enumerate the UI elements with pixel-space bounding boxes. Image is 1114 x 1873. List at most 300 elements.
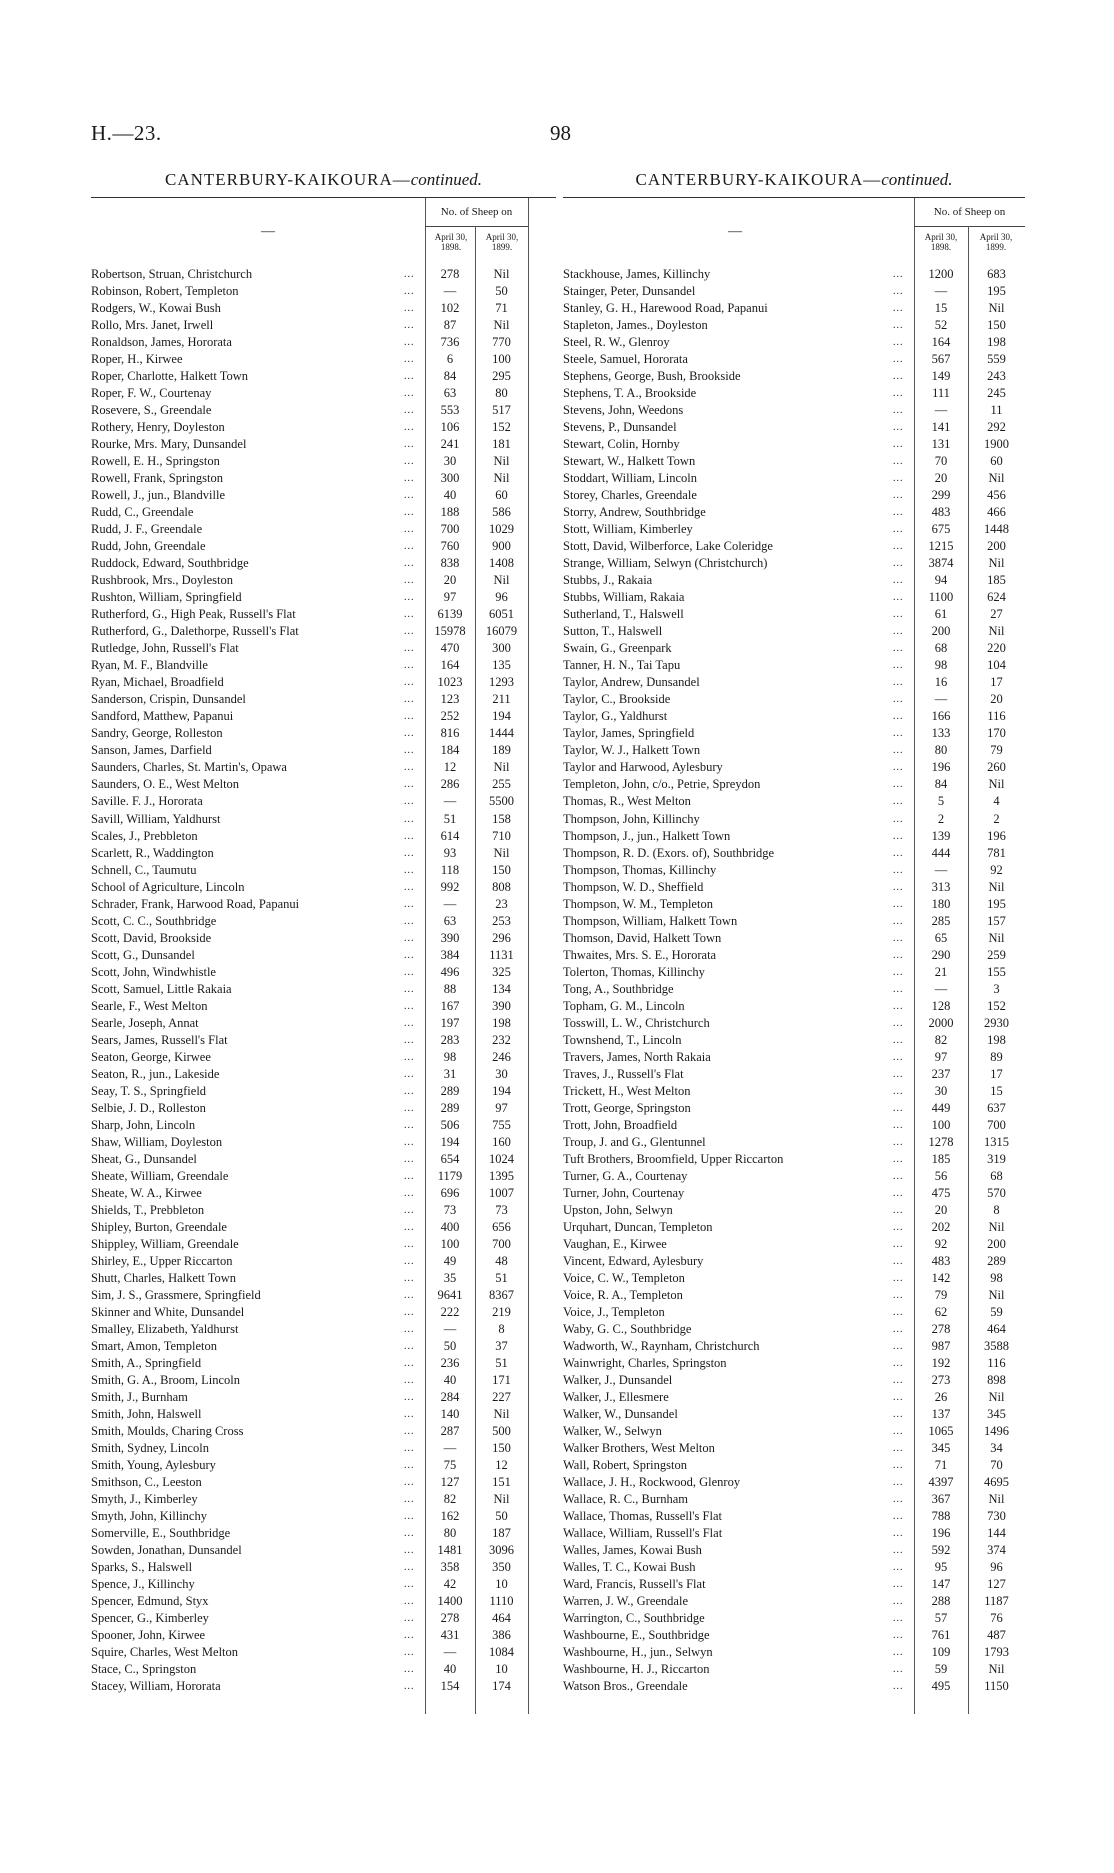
owner-name: Rudd, John, Greendale bbox=[91, 539, 206, 554]
leader-dots: ... bbox=[893, 1068, 904, 1080]
sheep-1898-cell: 20 bbox=[934, 471, 948, 486]
sheep-1899-cell: 1293 bbox=[489, 675, 514, 690]
leader-dots: ... bbox=[893, 813, 904, 825]
sheep-1898-cell: 838 bbox=[440, 556, 460, 571]
sheep-1899-cell: 92 bbox=[990, 862, 1003, 877]
table-row bbox=[91, 1593, 556, 1610]
table-row bbox=[91, 1576, 556, 1593]
leader-dots: ... bbox=[893, 915, 904, 927]
leader-dots: ... bbox=[893, 388, 904, 400]
sheep-1898-cell: 70 bbox=[934, 454, 948, 469]
sheep-1898-cell: 68 bbox=[934, 641, 948, 656]
sheep-1899-cell: 17 bbox=[990, 1066, 1003, 1081]
table-row bbox=[91, 1525, 556, 1542]
sheep-1899-cell: 4 bbox=[993, 794, 1000, 809]
region-name: CANTERBURY-KAIKOURA— bbox=[635, 170, 882, 189]
sheep-1898-cell: 654 bbox=[440, 1151, 460, 1166]
table-row bbox=[91, 674, 556, 691]
table-row bbox=[563, 1389, 1025, 1406]
owner-name: Thompson, Thomas, Killinchy bbox=[563, 862, 717, 877]
sheep-1899-cell: Nil bbox=[493, 845, 510, 860]
table-row bbox=[91, 691, 556, 708]
sheep-1899-cell: 4695 bbox=[984, 1475, 1009, 1490]
year-1899-header: April 30, 1899. bbox=[979, 232, 1013, 252]
sheep-1898-cell: 358 bbox=[440, 1560, 460, 1575]
sheep-1898-cell: 987 bbox=[931, 1338, 951, 1353]
owner-name: Walker, J., Dunsandel bbox=[563, 1373, 673, 1388]
sheep-1898-cell: 149 bbox=[931, 369, 951, 384]
owner-name: Stewart, Colin, Hornby bbox=[563, 437, 680, 452]
sheep-1899-cell: Nil bbox=[988, 556, 1005, 571]
sheep-1898-cell: 95 bbox=[934, 1560, 948, 1575]
owner-name: Spencer, G., Kimberley bbox=[91, 1611, 209, 1626]
sheep-1898-cell: 5 bbox=[937, 794, 945, 809]
sheep-1898-cell: 40 bbox=[443, 1373, 457, 1388]
table-row bbox=[563, 1032, 1025, 1049]
table-row bbox=[563, 1406, 1025, 1423]
owner-name: School of Agriculture, Lincoln bbox=[91, 879, 245, 894]
table-row bbox=[91, 1627, 556, 1644]
right-column bbox=[563, 170, 1025, 1714]
sheep-1898-cell: 287 bbox=[440, 1424, 460, 1439]
leader-dots: ... bbox=[893, 286, 904, 298]
sheep-1899-cell: 1131 bbox=[489, 947, 514, 962]
leader-dots: ... bbox=[404, 405, 415, 417]
sheep-1899-cell: Nil bbox=[493, 1492, 510, 1507]
sheep-1899-cell: 174 bbox=[492, 1679, 511, 1694]
sheep-1899-cell: 2 bbox=[993, 811, 1000, 826]
table-row bbox=[91, 981, 556, 998]
sheep-1898-cell: 82 bbox=[443, 1492, 457, 1507]
owner-name: Townshend, T., Lincoln bbox=[563, 1032, 682, 1047]
sheep-1898-cell: 21 bbox=[934, 964, 948, 979]
table-row bbox=[563, 538, 1025, 555]
table-row bbox=[91, 1015, 556, 1032]
table-row bbox=[563, 691, 1025, 708]
table-row bbox=[563, 1049, 1025, 1066]
sheep-1898-cell: 241 bbox=[440, 437, 460, 452]
sheep-1898-cell: 59 bbox=[934, 1662, 948, 1677]
sheep-1898-cell: 84 bbox=[443, 369, 457, 384]
owner-name: Roper, F. W., Courtenay bbox=[91, 386, 212, 401]
sheep-1898-cell: 816 bbox=[440, 726, 460, 741]
owner-name: Thomas, R., West Melton bbox=[563, 794, 691, 809]
sheep-1899-cell: 10 bbox=[495, 1577, 508, 1592]
sheep-1899-cell: 150 bbox=[987, 318, 1006, 333]
sheep-1898-cell: 2000 bbox=[928, 1015, 954, 1030]
leader-dots: ... bbox=[404, 1460, 415, 1472]
owner-name: Wallace, Thomas, Russell's Flat bbox=[563, 1509, 722, 1524]
leader-dots: ... bbox=[893, 1017, 904, 1029]
owner-name: Saunders, O. E., West Melton bbox=[91, 777, 240, 792]
sheep-1898-cell: 127 bbox=[440, 1475, 460, 1490]
owner-name: Thompson, W. M., Templeton bbox=[563, 896, 713, 911]
table-row bbox=[91, 300, 556, 317]
table-row bbox=[91, 368, 556, 385]
table-body bbox=[91, 266, 556, 1714]
owner-name: Trott, George, Springston bbox=[563, 1100, 691, 1115]
table-row bbox=[91, 1202, 556, 1219]
sheep-1898-cell: 288 bbox=[931, 1594, 951, 1609]
owner-name: Trickett, H., West Melton bbox=[563, 1083, 691, 1098]
leader-dots: ... bbox=[404, 949, 415, 961]
leader-dots: ... bbox=[893, 1647, 904, 1659]
leader-dots: ... bbox=[404, 303, 415, 315]
sheep-1899-cell: 1007 bbox=[489, 1185, 514, 1200]
sheep-1898-cell: 992 bbox=[440, 879, 460, 894]
sheep-1899-cell: 219 bbox=[492, 1304, 511, 1319]
sheep-1898-cell: 50 bbox=[443, 1338, 457, 1353]
table-row bbox=[563, 521, 1025, 538]
sheep-1899-cell: 127 bbox=[987, 1577, 1006, 1592]
sheep-1898-cell: 75 bbox=[443, 1458, 457, 1473]
sheep-1898-cell: 289 bbox=[440, 1100, 460, 1115]
sheep-1898-cell: 431 bbox=[440, 1628, 460, 1643]
page-number: 98 bbox=[550, 121, 571, 145]
table-row bbox=[91, 317, 556, 334]
sheep-1898-cell: 475 bbox=[931, 1185, 951, 1200]
owner-name: Ronaldson, James, Hororata bbox=[91, 335, 232, 350]
leader-dots: ... bbox=[893, 507, 904, 519]
table-row bbox=[563, 811, 1025, 828]
table-row bbox=[91, 708, 556, 725]
sheep-1898-cell: 273 bbox=[931, 1373, 951, 1388]
table-row bbox=[91, 1372, 556, 1389]
table-row bbox=[91, 1457, 556, 1474]
sheep-1898-cell: 102 bbox=[440, 301, 460, 316]
sheep-1899-cell: 1395 bbox=[489, 1168, 514, 1183]
sheep-1898-cell: 285 bbox=[931, 913, 951, 928]
leader-dots: ... bbox=[404, 354, 415, 366]
sheep-1898-cell: 118 bbox=[440, 862, 460, 877]
table-row bbox=[563, 351, 1025, 368]
sheep-1899-cell: 59 bbox=[990, 1304, 1003, 1319]
owner-name: Saunders, Charles, St. Martin's, Opawa bbox=[91, 760, 287, 775]
owner-name: Searle, Joseph, Annat bbox=[91, 1015, 199, 1030]
sheep-1899-cell: 8 bbox=[993, 1202, 1000, 1217]
sheep-1899-cell: 700 bbox=[987, 1117, 1006, 1132]
owner-name: Stubbs, J., Rakaia bbox=[563, 573, 653, 588]
sheep-1898-cell: 495 bbox=[931, 1679, 951, 1694]
owner-name: Turner, G. A., Courtenay bbox=[563, 1168, 688, 1183]
leader-dots: ... bbox=[893, 762, 904, 774]
table-row bbox=[91, 776, 556, 793]
owner-name: Shields, T., Prebbleton bbox=[91, 1202, 205, 1217]
sheep-1899-cell: 295 bbox=[492, 369, 511, 384]
leader-dots: ... bbox=[893, 1443, 904, 1455]
sheep-1898-cell: 289 bbox=[440, 1083, 460, 1098]
sheep-1899-cell: 194 bbox=[492, 709, 511, 724]
sheep-1898-cell: 483 bbox=[931, 505, 951, 520]
sheep-1899-cell: 187 bbox=[492, 1526, 511, 1541]
leader-dots: ... bbox=[893, 592, 904, 604]
sheep-1899-cell: 2930 bbox=[984, 1015, 1009, 1030]
leader-dots: ... bbox=[893, 677, 904, 689]
table-row bbox=[91, 657, 556, 674]
owner-name: Stott, David, Wilberforce, Lake Coleridge bbox=[563, 539, 773, 554]
leader-dots: ... bbox=[404, 711, 415, 723]
table-row bbox=[91, 947, 556, 964]
leader-dots: ... bbox=[893, 1358, 904, 1369]
table-row bbox=[91, 742, 556, 759]
leader-dots: ... bbox=[404, 1017, 415, 1029]
sheep-1898-cell: 400 bbox=[440, 1219, 460, 1234]
table-row bbox=[563, 947, 1025, 964]
sheep-1899-cell: 15 bbox=[990, 1083, 1003, 1098]
sheep-1899-cell: 1496 bbox=[984, 1424, 1009, 1439]
table-row bbox=[563, 828, 1025, 845]
owner-name: Stevens, P., Dunsandel bbox=[563, 420, 677, 435]
leader-dots: ... bbox=[893, 796, 904, 808]
owner-name: Rowell, J., jun., Blandville bbox=[91, 488, 226, 503]
sheep-1898-cell: 483 bbox=[931, 1253, 951, 1268]
leader-dots: ... bbox=[404, 1085, 415, 1097]
leader-dots: ... bbox=[404, 762, 415, 774]
table-row bbox=[91, 896, 556, 913]
owner-name: Thompson, William, Halkett Town bbox=[563, 913, 738, 928]
sheep-1899-cell: Nil bbox=[988, 471, 1005, 486]
sheep-1898-cell: 128 bbox=[931, 998, 951, 1013]
owner-name: Taylor, W. J., Halkett Town bbox=[563, 743, 701, 758]
sheep-1898-cell: — bbox=[443, 794, 457, 809]
owner-name: Thompson, R. D. (Exors. of), Southbridge bbox=[563, 845, 775, 860]
table-row bbox=[563, 913, 1025, 930]
leader-dots: ... bbox=[893, 847, 904, 859]
sheep-1898-cell: 760 bbox=[440, 539, 460, 554]
owner-name: Spence, J., Killinchy bbox=[91, 1577, 195, 1592]
table-row bbox=[563, 487, 1025, 504]
table-row bbox=[563, 1474, 1025, 1491]
sheep-1898-cell: 133 bbox=[931, 726, 951, 741]
sheep-1898-cell: 52 bbox=[934, 318, 948, 333]
year-1898-header: April 30, 1898. bbox=[924, 232, 958, 252]
sheep-1898-cell: 167 bbox=[440, 998, 460, 1013]
leader-dots: ... bbox=[404, 1596, 415, 1608]
leader-dots: ... bbox=[404, 558, 415, 570]
owner-name: Walker, W., Selwyn bbox=[563, 1424, 662, 1439]
sheep-1898-cell: 35 bbox=[443, 1270, 457, 1285]
leader-dots: ... bbox=[404, 813, 415, 825]
sheep-1899-cell: 185 bbox=[987, 573, 1006, 588]
table-row bbox=[563, 998, 1025, 1015]
sheep-1898-cell: 449 bbox=[931, 1100, 951, 1115]
sheep-1898-cell: 26 bbox=[934, 1390, 948, 1405]
sheep-1899-cell: Nil bbox=[493, 267, 510, 281]
owner-name: Washbourne, H., jun., Selwyn bbox=[563, 1645, 713, 1660]
sheep-1899-cell: 16079 bbox=[485, 624, 518, 639]
owner-name: Thompson, W. D., Sheffield bbox=[563, 879, 704, 894]
sheep-1899-cell: 116 bbox=[987, 1356, 1006, 1370]
sheep-1898-cell: 6139 bbox=[437, 607, 463, 622]
leader-dots: ... bbox=[893, 932, 904, 944]
leader-dots: ... bbox=[404, 592, 415, 604]
table-row bbox=[91, 334, 556, 351]
leader-dots: ... bbox=[404, 1170, 415, 1182]
owner-name: Sheat, G., Dunsandel bbox=[91, 1151, 197, 1166]
sheep-1899-cell: Nil bbox=[988, 1390, 1005, 1405]
table-row bbox=[91, 1508, 556, 1525]
table-row bbox=[91, 1049, 556, 1066]
sheep-1898-cell: 675 bbox=[931, 522, 951, 537]
table-row bbox=[91, 470, 556, 487]
table-row bbox=[563, 1491, 1025, 1508]
sheep-1899-cell: 246 bbox=[492, 1049, 511, 1064]
leader-dots: ... bbox=[893, 1102, 904, 1114]
owner-name: Seaton, R., jun., Lakeside bbox=[91, 1066, 220, 1081]
owner-name: Ryan, Michael, Broadfield bbox=[91, 675, 224, 690]
sheep-1899-cell: 755 bbox=[492, 1117, 511, 1132]
leader-dots: ... bbox=[893, 473, 904, 485]
leader-dots: ... bbox=[404, 881, 415, 893]
sheep-1899-cell: 37 bbox=[495, 1338, 508, 1353]
sheep-1898-cell: 592 bbox=[931, 1543, 951, 1558]
sheep-1899-cell: 152 bbox=[987, 998, 1006, 1013]
leader-dots: ... bbox=[893, 1494, 904, 1506]
leader-dots: ... bbox=[404, 1306, 415, 1318]
leader-dots: ... bbox=[893, 1460, 904, 1472]
sheep-1899-cell: Nil bbox=[988, 1492, 1005, 1507]
leader-dots: ... bbox=[404, 847, 415, 859]
leader-dots: ... bbox=[404, 1477, 415, 1489]
leader-dots: ... bbox=[893, 1545, 904, 1557]
owner-name: Sim, J. S., Grassmere, Springfield bbox=[91, 1287, 261, 1302]
table-row bbox=[91, 1287, 556, 1304]
leader-dots: ... bbox=[893, 881, 904, 893]
leader-dots: ... bbox=[893, 558, 904, 570]
owner-name: Sears, James, Russell's Flat bbox=[91, 1032, 228, 1047]
owner-name: Turner, John, Courtenay bbox=[563, 1185, 685, 1200]
leader-dots: ... bbox=[893, 1613, 904, 1625]
sheep-1899-cell: 79 bbox=[990, 743, 1003, 758]
sheep-1898-cell: 84 bbox=[934, 777, 948, 792]
sheep-1899-cell: 181 bbox=[492, 437, 511, 452]
table-row bbox=[563, 1066, 1025, 1083]
sheep-1899-cell: 1187 bbox=[984, 1594, 1009, 1609]
sheep-1899-cell: 30 bbox=[495, 1066, 508, 1081]
sheep-1898-cell: 98 bbox=[934, 658, 948, 673]
sheep-1899-cell: 3588 bbox=[984, 1338, 1009, 1353]
sheep-1899-cell: 3096 bbox=[489, 1543, 514, 1558]
sheep-1899-cell: Nil bbox=[988, 777, 1005, 792]
leader-dots: ... bbox=[404, 1119, 415, 1131]
owner-name: Stewart, W., Halkett Town bbox=[563, 454, 696, 469]
table-row bbox=[563, 1678, 1025, 1695]
sheep-1899-cell: 464 bbox=[492, 1611, 511, 1626]
owner-name: Smith, Young, Aylesbury bbox=[91, 1458, 216, 1473]
owner-name: Scales, J., Prebbleton bbox=[91, 828, 198, 843]
table-row bbox=[563, 1321, 1025, 1338]
owner-name: Thwaites, Mrs. S. E., Hororata bbox=[563, 947, 717, 962]
leader-dots: ... bbox=[893, 405, 904, 417]
leader-dots: ... bbox=[404, 677, 415, 689]
sheep-1898-cell: 194 bbox=[440, 1134, 460, 1149]
owner-name: Walles, James, Kowai Bush bbox=[563, 1543, 702, 1558]
sheep-1899-cell: 1793 bbox=[984, 1645, 1009, 1660]
left-column bbox=[91, 170, 556, 1714]
owner-name: Rollo, Mrs. Janet, Irwell bbox=[91, 318, 214, 333]
owner-name: Sanderson, Crispin, Dunsandel bbox=[91, 692, 246, 707]
owner-name: Wallace, William, Russell's Flat bbox=[563, 1526, 723, 1541]
leader-dots: ... bbox=[404, 898, 415, 910]
leader-dots: ... bbox=[404, 660, 415, 672]
sheep-1898-cell: 286 bbox=[440, 777, 460, 792]
sheep-1898-cell: 283 bbox=[440, 1032, 460, 1047]
table-row bbox=[91, 913, 556, 930]
leader-dots: ... bbox=[404, 320, 415, 332]
sheep-1898-cell: 109 bbox=[931, 1645, 951, 1660]
leader-dots: ... bbox=[893, 1562, 904, 1574]
leader-dots: ... bbox=[893, 1306, 904, 1318]
table-row bbox=[91, 862, 556, 879]
owner-name: Walker Brothers, West Melton bbox=[563, 1441, 715, 1456]
sheep-1899-cell: Nil bbox=[493, 1407, 510, 1422]
table-row bbox=[563, 1338, 1025, 1355]
owner-name: Warren, J. W., Greendale bbox=[563, 1594, 688, 1609]
sheep-1898-cell: 147 bbox=[931, 1577, 951, 1592]
sheep-1898-cell: 4397 bbox=[928, 1475, 954, 1490]
sheep-1898-cell: 164 bbox=[440, 658, 460, 673]
leader-dots: ... bbox=[404, 269, 415, 280]
sheep-1898-cell: 278 bbox=[440, 1611, 460, 1626]
sheep-1899-cell: 98 bbox=[990, 1270, 1003, 1285]
leader-dots: ... bbox=[893, 609, 904, 621]
table-row bbox=[563, 1117, 1025, 1134]
owner-name: Seay, T. S., Springfield bbox=[91, 1083, 207, 1098]
owner-name: Sparks, S., Halswell bbox=[91, 1560, 193, 1575]
leader-dots: ... bbox=[893, 1579, 904, 1591]
sheep-1899-cell: 1110 bbox=[489, 1594, 514, 1609]
sheep-1899-cell: 1084 bbox=[489, 1645, 514, 1660]
sheep-1898-cell: 87 bbox=[443, 318, 457, 333]
table-row bbox=[563, 1202, 1025, 1219]
sheep-1899-cell: 200 bbox=[987, 1236, 1006, 1251]
table-row bbox=[563, 1542, 1025, 1559]
sheep-1898-cell: — bbox=[934, 403, 948, 418]
leader-dots: ... bbox=[893, 660, 904, 672]
owner-name: Shutt, Charles, Halkett Town bbox=[91, 1270, 237, 1285]
sheep-1899-cell: 232 bbox=[492, 1032, 511, 1047]
sheep-1899-cell: 808 bbox=[492, 879, 511, 894]
leader-dots: ... bbox=[404, 728, 415, 740]
table-row bbox=[91, 487, 556, 504]
owner-name: Somerville, E., Southbridge bbox=[91, 1526, 231, 1541]
sheep-1899-cell: 390 bbox=[492, 998, 511, 1013]
owner-name: Rourke, Mrs. Mary, Dunsandel bbox=[91, 437, 247, 452]
owner-name: Travers, James, North Rakaia bbox=[563, 1049, 711, 1064]
table-row bbox=[563, 1559, 1025, 1576]
sheep-1899-cell: 198 bbox=[492, 1015, 511, 1030]
table-row bbox=[91, 1338, 556, 1355]
owner-name: Smith, A., Springfield bbox=[91, 1356, 202, 1370]
table-row bbox=[91, 1304, 556, 1321]
sheep-1899-cell: 198 bbox=[987, 335, 1006, 350]
sheep-1899-cell: 68 bbox=[990, 1168, 1003, 1183]
owner-name: Shippley, William, Greendale bbox=[91, 1236, 239, 1251]
owner-name: Voice, R. A., Templeton bbox=[563, 1287, 683, 1302]
leader-dots: ... bbox=[893, 1681, 904, 1693]
table-row bbox=[563, 1083, 1025, 1100]
sheep-1898-cell: — bbox=[443, 1321, 457, 1336]
table-row bbox=[91, 1389, 556, 1406]
sheep-1898-cell: 1215 bbox=[928, 539, 954, 554]
leader-dots: ... bbox=[404, 1102, 415, 1114]
sheep-1899-cell: 104 bbox=[987, 658, 1006, 673]
leader-dots: ... bbox=[404, 796, 415, 808]
owner-name: Rowell, Frank, Springston bbox=[91, 471, 223, 486]
sheep-1898-cell: 63 bbox=[443, 913, 457, 928]
leader-dots: ... bbox=[893, 1221, 904, 1233]
sheep-1898-cell: 506 bbox=[440, 1117, 460, 1132]
